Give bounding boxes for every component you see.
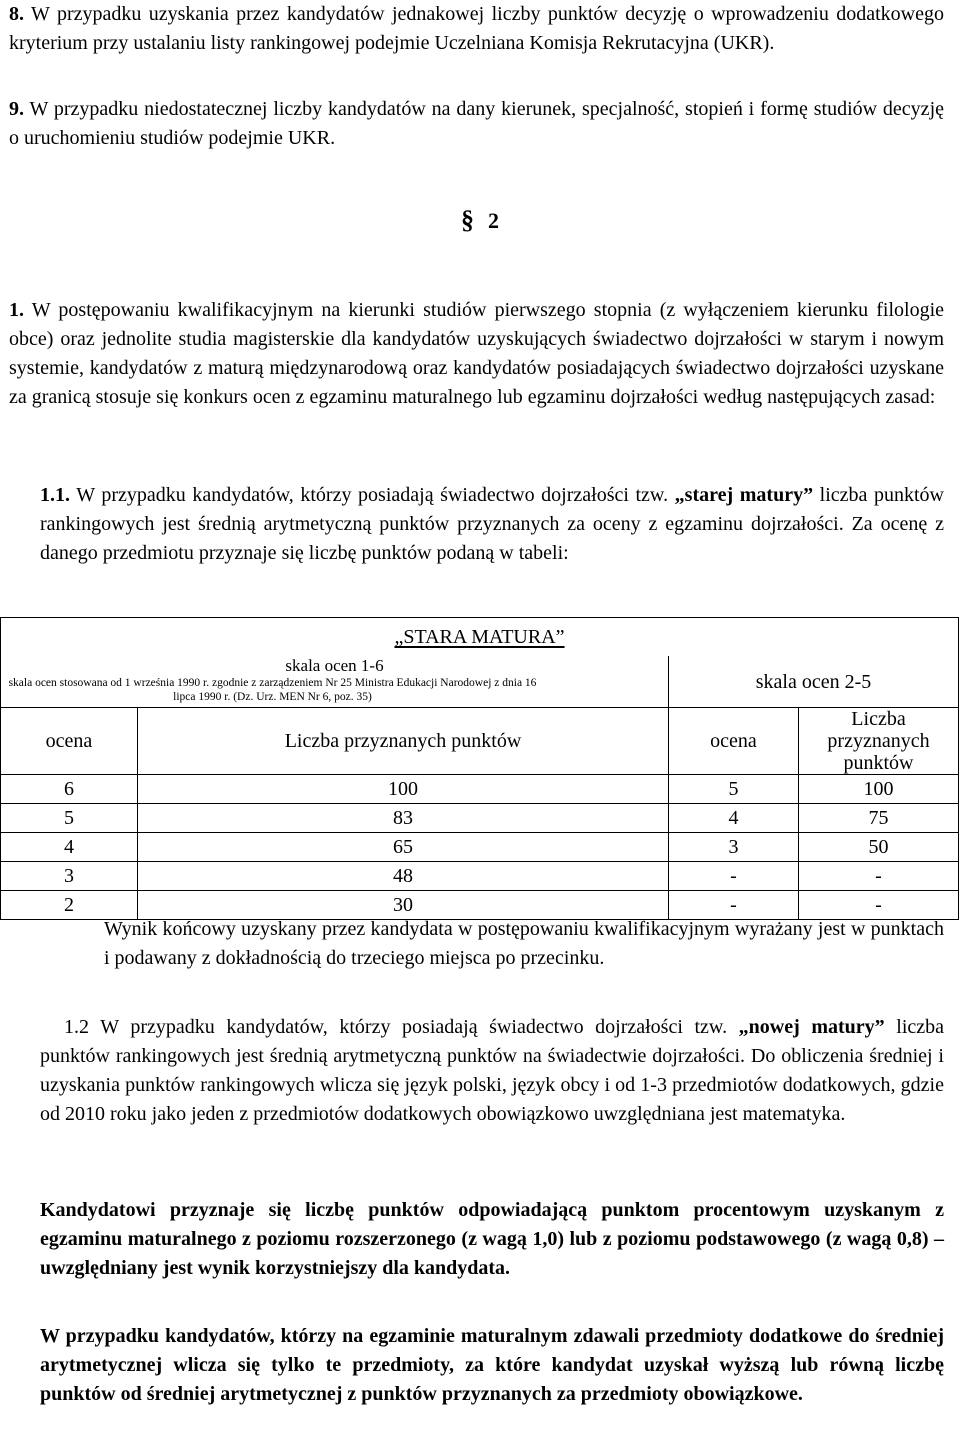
paragraph-1 [9, 296, 944, 412]
points-table [0, 617, 959, 920]
paragraph-text-a: W przypadku kandydatów, którzy posiadają świadectwo dojrzałości tzw. [100, 1016, 728, 1038]
paragraph-text-b: liczba punktów rankingowych jest średnią arytmetyczną punktów na świadectwie dojrzałości. Do obliczenia średniej i uzyskania punktów rankingowych wlicza się język polski, język obcy i od 1-3 przedmiotów dodatkowych, gdzie od 2010 roku jako jeden z przedmiotów dodatkowych obowiązkowo uwzględniana jest matematyka. [40, 1016, 945, 1125]
paragraph-number: 1. [9, 299, 24, 321]
section-number: 2 [488, 208, 499, 233]
paragraph-text-b: liczba punktów rankingowych jest średnią arytmetyczną punktów przyznanych za oceny z egzaminu dojrzałości. Za ocenę z danego przedmiotu przyznaje się liczbę punktów podaną w tabeli: [40, 484, 945, 564]
bold-paragraph-additional-subjects: W przypadku kandydatów, którzy na egzaminie maturalnym zdawali przedmioty dodatkowe do średniej arytmetycznej wlicza się tylko te przedmioty, za które kandydat uzyskał wyższą lub równą liczbę punktów od średniej arytmetycznej z punktów przyznanych za przedmioty obowiązkowe. [40, 1325, 944, 1405]
paragraph-text-a: W przypadku kandydatów, którzy posiadają świadectwo dojrzałości tzw. [76, 484, 669, 506]
table-cell: - [669, 891, 799, 920]
table-cell: 2 [1, 891, 138, 920]
table-cell: 100 [799, 775, 959, 804]
paragraph-1-2 [40, 1013, 944, 1129]
result-note: Wynik końcowy uzyskany przez kandydata w postępowaniu kwalifikacyjnym wyrażany jest w punktach i podawany z dokładnością do trzeciego miejsca po przecinku. [104, 918, 944, 969]
bold-paragraph-weights: Kandydatowi przyznaje się liczbę punktów odpowiadającą punktom procentowym uzyskanym z egzaminu maturalnego z poziomu rozszerzonego (z wagą 1,0) lub z poziomu podstawowego (z wagą 0,8) – uwzględniany jest wynik korzystniejszy dla kandydata. [40, 1199, 944, 1279]
left-scale-cell [1, 656, 669, 708]
list-item-9 [9, 95, 944, 153]
table-cell: 100 [138, 775, 669, 804]
table-row [1, 804, 959, 833]
table-cell: 75 [799, 804, 959, 833]
item-text: W przypadku niedostatecznej liczby kandydatów na dany kierunek, specjalność, stopień i formę studiów decyzję o uruchomieniu studiów podejmie UKR. [9, 98, 944, 149]
table-cell: 3 [1, 862, 138, 891]
right-scale-label: skala ocen 2-5 [669, 656, 959, 708]
item-text: W przypadku uzyskania przez kandydatów jednakowej liczby punktów decyzję o wprowadzeniu dodatkowego kryterium przy ustalaniu listy rankingowej podejmie Uczelniana Komisja Rekrutacyjna (UKR). [9, 3, 944, 54]
left-scale-label: skala ocen 1-6 [285, 656, 384, 675]
item-number: 9. [9, 98, 24, 120]
table-cell: 83 [138, 804, 669, 833]
table-cell: 5 [1, 804, 138, 833]
table-cell: 4 [1, 833, 138, 862]
col-header-grade-1: ocena [1, 708, 138, 775]
paragraph-1-1 [40, 481, 944, 568]
table-row [1, 862, 959, 891]
table-cell: - [669, 862, 799, 891]
paragraph-number: 1.1. [40, 484, 70, 506]
paragraph-text: W postępowaniu kwalifikacyjnym na kierunki studiów pierwszego stopnia (z wyłączeniem kierunku filologie obce) oraz jednolite studia magisterskie dla kandydatów uzyskujących świadectwo dojrzałości w starym i nowym systemie, kandydatów z maturą międzynarodową oraz kandydatów posiadających świadectwo dojrzałości uzyskane za granicą stosuje się konkurs ocen z egzaminu maturalnego lub egzaminu dojrzałości według następujących zasad: [9, 299, 945, 408]
paragraph-number: 1.2 [64, 1016, 89, 1038]
left-scale-note: skala ocen stosowana od 1 września 1990 r. zgodnie z zarządzeniem Nr 25 Ministra Edukacji Narodowej z dnia 16 lipca 1990 r. (Dz. Urz. MEN Nr 6, poz. 35) [8, 677, 537, 703]
table-cell: 4 [669, 804, 799, 833]
table-cell: - [799, 862, 959, 891]
table-row [1, 833, 959, 862]
table-cell: 50 [799, 833, 959, 862]
table-cell: 30 [138, 891, 669, 920]
table-cell: 6 [1, 775, 138, 804]
table-row [1, 775, 959, 804]
paragraph-bold-term: „nowej matury” [738, 1016, 885, 1038]
col-header-points-1: Liczba przyznanych punktów [138, 708, 669, 775]
table-title: „STARA MATURA” [1, 618, 959, 657]
table-cell: 65 [138, 833, 669, 862]
col-header-points-2: Liczba przyznanych punktów [799, 708, 959, 775]
paragraph-bold-term: „starej matury” [674, 484, 814, 506]
table-cell: 48 [138, 862, 669, 891]
col-header-grade-2: ocena [669, 708, 799, 775]
table-cell: - [799, 891, 959, 920]
table-cell: 3 [669, 833, 799, 862]
item-number: 8. [9, 3, 24, 25]
list-item-8 [9, 0, 944, 58]
section-heading [0, 205, 960, 235]
table-cell: 5 [669, 775, 799, 804]
section-symbol: § [461, 205, 474, 234]
